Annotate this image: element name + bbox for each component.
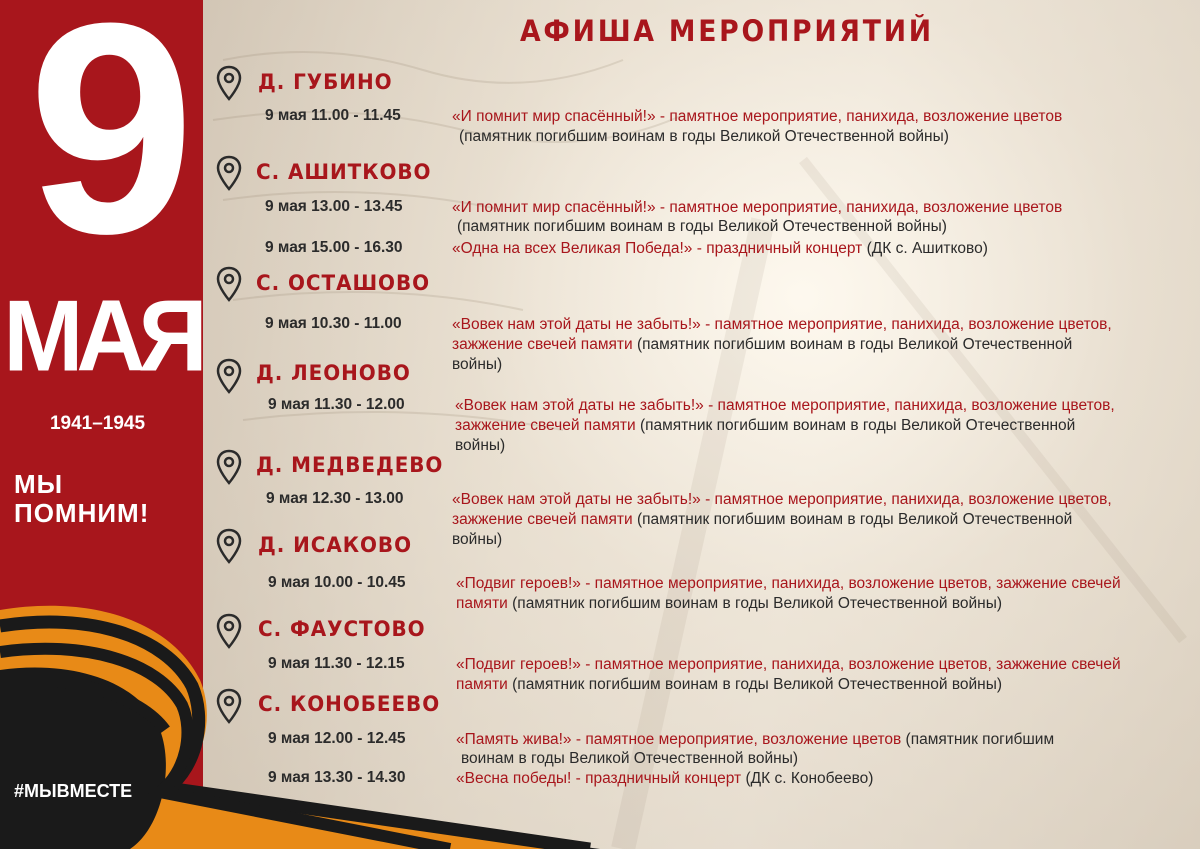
event-time: 9 мая 13.00 - 13.45 <box>265 198 403 215</box>
event-note: (памятник погибшим воинам в годы Великой Отечественной войны) <box>507 676 1003 693</box>
event-time: 9 мая 10.00 - 10.45 <box>268 574 406 591</box>
event-details: - памятное мероприятие, панихида, возложение цветов <box>655 199 1063 216</box>
slogan-line-2: ПОМНИМ! <box>14 498 150 528</box>
event-note: (памятник погибшим воинам в годы Великой Отечественной <box>635 417 1076 434</box>
event-title: «И помнит мир спасённый!» <box>452 199 656 216</box>
event-note: (памятник погибшим воинам в годы Великой Отечественной войны) <box>457 218 947 235</box>
location-pin-icon <box>215 155 243 191</box>
location-name: С. ФАУСТОВО <box>258 617 426 641</box>
event-description <box>452 107 1192 147</box>
years-label: 1941–1945 <box>49 413 146 434</box>
location-pin-icon <box>215 449 243 485</box>
event-description <box>452 239 1192 259</box>
location-name: С. АШИТКОВО <box>256 160 432 184</box>
event-title: «Подвиг героев!» <box>456 656 581 673</box>
event-description <box>452 490 1192 550</box>
event-details: - памятное мероприятие, панихида, возложение цветов, <box>703 397 1115 414</box>
event-description <box>456 655 1196 695</box>
event-details: - памятное мероприятие, панихида, возложение цветов, зажжение свечей <box>580 575 1121 592</box>
event-details-cont: памяти <box>456 595 508 612</box>
event-details: - памятное мероприятие, панихида, возложение цветов, зажжение свечей <box>580 656 1121 673</box>
page-title: АФИША МЕРОПРИЯТИЙ <box>520 14 934 48</box>
event-note-cont: войны) <box>452 531 503 548</box>
event-details: - праздничный концерт <box>692 240 863 257</box>
location-pin-icon <box>215 688 243 724</box>
event-description <box>455 396 1195 456</box>
location-pin-icon <box>215 613 243 649</box>
event-details: - памятное мероприятие, возложение цветов <box>571 731 902 748</box>
event-details: - памятное мероприятие, панихида, возложение цветов <box>655 108 1063 125</box>
event-details-cont: зажжение свечей памяти <box>452 336 633 353</box>
event-details-cont: памяти <box>456 676 508 693</box>
slogan <box>14 470 199 528</box>
event-venue: (ДК с. Ашитково) <box>862 240 988 257</box>
event-details-cont: зажжение свечей памяти <box>455 417 636 434</box>
event-time: 9 мая 12.30 - 13.00 <box>266 490 404 507</box>
slogan-line-1: МЫ <box>14 469 64 499</box>
event-title: «Подвиг героев!» <box>456 575 581 592</box>
event-note: (памятник погибшим воинам в годы Великой Отечественной войны) <box>459 128 949 145</box>
event-description <box>452 198 1192 235</box>
event-venue: (ДК с. Конобеево) <box>741 770 874 787</box>
event-note: (памятник погибшим воинам в годы Великой Отечественной <box>632 511 1073 528</box>
event-title: «Одна на всех Великая Победа!» <box>452 240 693 257</box>
event-title: «Вовек нам этой даты не забыть!» <box>452 491 701 508</box>
location-pin-icon <box>215 528 243 564</box>
event-description <box>456 730 1196 767</box>
event-note: (памятник погибшим <box>901 731 1055 748</box>
day-number: 9 <box>28 0 185 296</box>
event-note: (памятник погибшим воинам в годы Великой Отечественной войны) <box>507 595 1003 612</box>
event-note: (памятник погибшим воинам в годы Великой Отечественной <box>632 336 1073 353</box>
location-name: Д. ИСАКОВО <box>258 533 413 557</box>
location-pin-icon <box>215 65 243 101</box>
location-name: С. ОСТАШОВО <box>256 271 431 295</box>
location-name: С. КОНОБЕЕВО <box>258 692 441 716</box>
event-time: 9 мая 11.30 - 12.15 <box>268 655 405 672</box>
event-description <box>456 574 1196 614</box>
location-name: Д. ГУБИНО <box>258 70 393 94</box>
event-details-cont: зажжение свечей памяти <box>452 511 633 528</box>
event-note-cont: войны) <box>452 356 503 373</box>
location-name: Д. ЛЕОНОВО <box>256 361 411 385</box>
event-details: - праздничный концерт <box>571 770 742 787</box>
location-pin-icon <box>215 358 243 394</box>
event-title: «Вовек нам этой даты не забыть!» <box>452 316 701 333</box>
event-details: - памятное мероприятие, панихида, возложение цветов, <box>700 316 1112 333</box>
month-label: МАЯ <box>3 280 201 393</box>
event-details: - памятное мероприятие, панихида, возложение цветов, <box>700 491 1112 508</box>
event-description <box>452 315 1192 375</box>
hashtag: #МЫВМЕСТЕ <box>14 781 133 801</box>
event-note-cont: воинам в годы Великой Отечественной войны) <box>461 750 799 767</box>
event-title: «Весна победы! <box>456 770 572 787</box>
location-name: Д. МЕДВЕДЕВО <box>256 453 444 477</box>
event-description <box>456 769 1196 789</box>
event-time: 9 мая 13.30 - 14.30 <box>268 769 406 786</box>
location-pin-icon <box>215 266 243 302</box>
event-title: «И помнит мир спасённый!» <box>452 108 656 125</box>
event-time: 9 мая 15.00 - 16.30 <box>265 239 403 256</box>
event-time: 9 мая 11.00 - 11.45 <box>265 107 401 124</box>
event-note-cont: войны) <box>455 437 506 454</box>
event-time: 9 мая 10.30 - 11.00 <box>265 315 402 332</box>
event-title: «Память жива!» <box>456 731 572 748</box>
event-time: 9 мая 11.30 - 12.00 <box>268 396 405 413</box>
event-title: «Вовек нам этой даты не забыть!» <box>455 397 704 414</box>
event-time: 9 мая 12.00 - 12.45 <box>268 730 406 747</box>
